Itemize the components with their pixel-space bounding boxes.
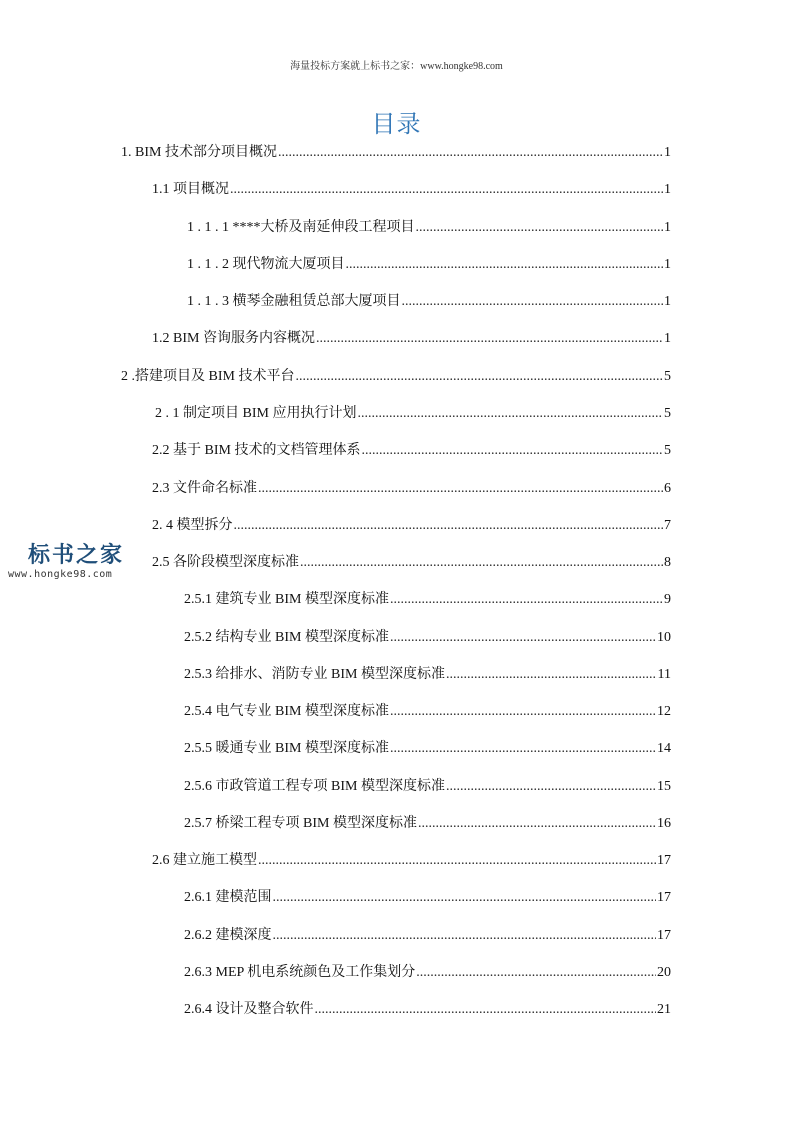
dot-leader — [357, 404, 663, 424]
toc-entry-label: 2.5.3 给排水、消防专业 BIM 模型深度标准 — [184, 667, 445, 682]
toc-entry-label: 2.6.2 建模深度 — [184, 928, 272, 943]
toc-entry[interactable] — [184, 814, 671, 834]
toc-entry-label: 2.5.6 市政管道工程专项 BIM 模型深度标准 — [184, 779, 445, 794]
dot-leader — [446, 777, 656, 797]
dot-leader — [361, 441, 663, 461]
toc-entry-label: 2 .搭建项目及 BIM 技术平台 — [121, 369, 295, 384]
toc-entry-page: 1 — [664, 145, 671, 160]
toc-entry-label: 2.5.4 电气专业 BIM 模型深度标准 — [184, 704, 389, 719]
toc-entry[interactable] — [152, 479, 671, 499]
dot-leader — [258, 851, 656, 871]
toc-entry[interactable] — [152, 329, 671, 349]
toc-entry[interactable] — [184, 888, 671, 908]
watermark-url: www.hongke98.com — [8, 569, 113, 580]
toc-entry-label: 1. BIM 技术部分项目概况 — [121, 145, 277, 160]
toc-entry-label: 2.5 各阶段模型深度标准 — [152, 555, 299, 570]
toc-entry-page: 7 — [664, 518, 671, 533]
dot-leader — [273, 926, 657, 946]
toc-entry-page: 17 — [657, 890, 671, 905]
dot-leader — [316, 329, 663, 349]
toc-entry-label: 1.2 BIM 咨询服务内容概况 — [152, 331, 315, 346]
dot-leader — [278, 143, 663, 163]
toc-entry-page: 11 — [657, 667, 671, 682]
toc-entry-label: 1 . 1 . 3 横琴金融租赁总部大厦项目 — [187, 294, 401, 309]
toc-entry[interactable] — [184, 702, 671, 722]
toc-entry[interactable] — [152, 553, 671, 573]
toc-entry[interactable] — [187, 218, 671, 238]
toc-entry-label: 2.6.1 建模范围 — [184, 890, 272, 905]
dot-leader — [300, 553, 663, 573]
toc-title: 目录 — [371, 110, 422, 138]
toc-entry-page: 15 — [657, 779, 671, 794]
toc-entry-page: 20 — [657, 965, 671, 980]
dot-leader — [390, 590, 663, 610]
dot-leader — [390, 739, 656, 759]
dot-leader — [446, 665, 657, 685]
dot-leader — [230, 180, 663, 200]
dot-leader — [390, 702, 656, 722]
watermark-logo — [8, 538, 158, 580]
watermark-logo-text: 标书之家 — [28, 543, 125, 568]
toc-entry-label: 2.2 基于 BIM 技术的文档管理体系 — [152, 443, 361, 458]
page-header: 海量投标方案就上标书之家：www.hongke98.com — [290, 61, 503, 72]
toc-entry-page: 16 — [657, 816, 671, 831]
toc-entry[interactable] — [184, 739, 671, 759]
toc-entry[interactable] — [184, 1000, 671, 1020]
toc-entry-page: 1 — [664, 182, 671, 197]
toc-entry-page: 6 — [664, 481, 671, 496]
toc-entry-page: 12 — [657, 704, 671, 719]
toc-entry-label: 2. 4 模型拆分 — [152, 518, 233, 533]
toc-entry-page: 1 — [664, 294, 671, 309]
toc-entry[interactable] — [152, 180, 671, 200]
dot-leader — [416, 963, 656, 983]
toc-entry-page: 8 — [664, 555, 671, 570]
dot-leader — [390, 628, 656, 648]
toc-entry[interactable] — [187, 255, 671, 275]
toc-entry[interactable] — [152, 516, 671, 536]
toc-entry-label: 2.3 文件命名标准 — [152, 481, 257, 496]
toc-entry-page: 10 — [657, 630, 671, 645]
toc-entry-page: 5 — [664, 369, 671, 384]
toc-entry[interactable] — [121, 367, 671, 387]
toc-entry-label: 2.5.7 桥梁工程专项 BIM 模型深度标准 — [184, 816, 417, 831]
toc-entry-label: 1.1 项目概况 — [152, 182, 229, 197]
toc-entry-page: 1 — [664, 220, 671, 235]
toc-entry-page: 9 — [664, 592, 671, 607]
toc-entry[interactable] — [121, 143, 671, 163]
toc-entry[interactable] — [184, 963, 671, 983]
toc-entry-page: 1 — [664, 331, 671, 346]
toc-entry[interactable] — [184, 628, 671, 648]
toc-entry-label: 1 . 1 . 2 现代物流大厦项目 — [187, 257, 345, 272]
toc-entry-page: 5 — [664, 443, 671, 458]
toc-entry-label: 2.6 建立施工模型 — [152, 853, 257, 868]
toc-entry-label: 2.5.5 暖通专业 BIM 模型深度标准 — [184, 741, 389, 756]
toc-entry-page: 17 — [657, 853, 671, 868]
toc-entry-page: 14 — [657, 741, 671, 756]
dot-leader — [234, 516, 664, 536]
toc-entry[interactable] — [155, 404, 671, 424]
toc-entry-page: 5 — [664, 406, 671, 421]
dot-leader — [416, 218, 664, 238]
toc-entry[interactable] — [184, 926, 671, 946]
toc-entry-page: 21 — [657, 1002, 671, 1017]
toc-entry-label: 1 . 1 . 1 ****大桥及南延伸段工程项目 — [187, 220, 415, 235]
toc-entry-label: 2.6.3 MEP 机电系统颜色及工作集划分 — [184, 965, 416, 980]
dot-leader — [402, 292, 664, 312]
dot-leader — [295, 367, 663, 387]
toc-entry-label: 2.5.1 建筑专业 BIM 模型深度标准 — [184, 592, 389, 607]
toc-entry-label: 2.6.4 设计及整合软件 — [184, 1002, 314, 1017]
toc-entry[interactable] — [187, 292, 671, 312]
toc-entry[interactable] — [152, 441, 671, 461]
toc-entry[interactable] — [184, 777, 671, 797]
dot-leader — [258, 479, 663, 499]
toc-entry-label: 2 . 1 制定项目 BIM 应用执行计划 — [155, 406, 357, 421]
dot-leader — [273, 888, 657, 908]
toc-entry[interactable] — [184, 665, 671, 685]
toc-entry[interactable] — [184, 590, 671, 610]
toc-entry-page: 17 — [657, 928, 671, 943]
dot-leader — [418, 814, 656, 834]
dot-leader — [315, 1000, 657, 1020]
dot-leader — [346, 255, 664, 275]
toc-entry[interactable] — [152, 851, 671, 871]
toc-entry-page: 1 — [664, 257, 671, 272]
toc-entry-label: 2.5.2 结构专业 BIM 模型深度标准 — [184, 630, 389, 645]
